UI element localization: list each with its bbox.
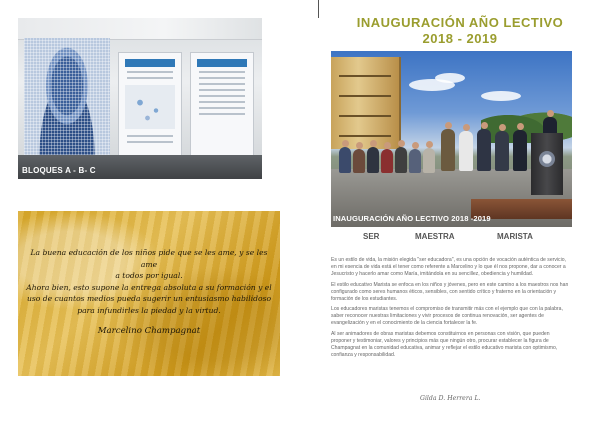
paragraph: Es un estilo de vida, la misión elegida "ser educadora", es una opción de vocación auténtica de servicio, en mi esencia de vida está el tener como referente a Marcelino y lo que él nos propone, dar a conocer a Jesucristo y hacerlo amar como María, imitándola en su sencillez, obediencia y humildad. bbox=[331, 257, 566, 277]
photo-caption: INAUGURACIÓN AÑO LECTIVO 2018 -2019 bbox=[333, 214, 491, 223]
page-title: INAUGURACIÓN AÑO LECTIVO bbox=[356, 15, 564, 30]
champagnat-quote-box bbox=[18, 211, 280, 376]
quote-text bbox=[24, 247, 274, 317]
bloques-photo bbox=[18, 18, 262, 179]
photo-caption: BLOQUES A - B- C bbox=[22, 166, 96, 175]
inauguration-photo bbox=[331, 51, 572, 227]
page-divider bbox=[318, 0, 319, 18]
values-row bbox=[331, 232, 572, 244]
school-building bbox=[331, 57, 401, 149]
quote-line: a todos por igual. bbox=[115, 271, 183, 281]
paragraph: Al ser animadores de obras maristas debemos constituirnos en personas con visión, que pueden proponer y testimoniar, valores y principios más que ningún otro, procurar establecer la figura de Champagnat en la comunidad educativa, animar y reflejar el estilo educativo marista con optimismo, confianza y responsabilidad. bbox=[331, 331, 558, 358]
info-panel bbox=[118, 52, 182, 160]
info-panel bbox=[190, 52, 254, 160]
photo-ceiling bbox=[18, 18, 262, 40]
value-marista: MARISTA bbox=[497, 232, 533, 241]
value-maestra: MAESTRA bbox=[415, 232, 455, 241]
champagnat-mural bbox=[24, 38, 110, 164]
quote-line: uso de cuantos medios pueda sugerir un entusiasmo habilidoso bbox=[26, 294, 272, 304]
article-body bbox=[331, 257, 571, 363]
quote-line: La buena educación de los niños pide que se les ame, y se les ame bbox=[30, 248, 268, 269]
author-signature: Gilda D. Herrera L. bbox=[420, 395, 481, 402]
page-subtitle-years: 2018 - 2019 bbox=[422, 31, 498, 46]
paragraph: El estilo educativo Marista se enfoca en los niños y jóvenes, pero en este camino a los maestros nos han configurado como seres humanos éticos, sensibles, con sentido crítico y fraterno en la orientación y formación de los estudiantes. bbox=[331, 281, 569, 302]
podium bbox=[531, 133, 563, 195]
quote-line: para infundirles la piedad y la virtud. bbox=[77, 305, 221, 315]
value-ser: SER bbox=[363, 232, 380, 241]
school-seal-icon bbox=[539, 151, 555, 167]
quote-author: Marcelino Champagnat bbox=[97, 326, 201, 336]
quote-line: Ahora bien, esto supone la entrega absoluta a su formación y el bbox=[26, 282, 272, 292]
paragraph: Los educadores maristas tenemos el compromiso de transmitir más con el ejemplo que con la palabra, saber reconocer nuestras limitaciones y vivir procesos de continua renovación, ser agentes de evangelización y en el conocimiento de la ciencia fortalecer la fe. bbox=[331, 306, 563, 327]
